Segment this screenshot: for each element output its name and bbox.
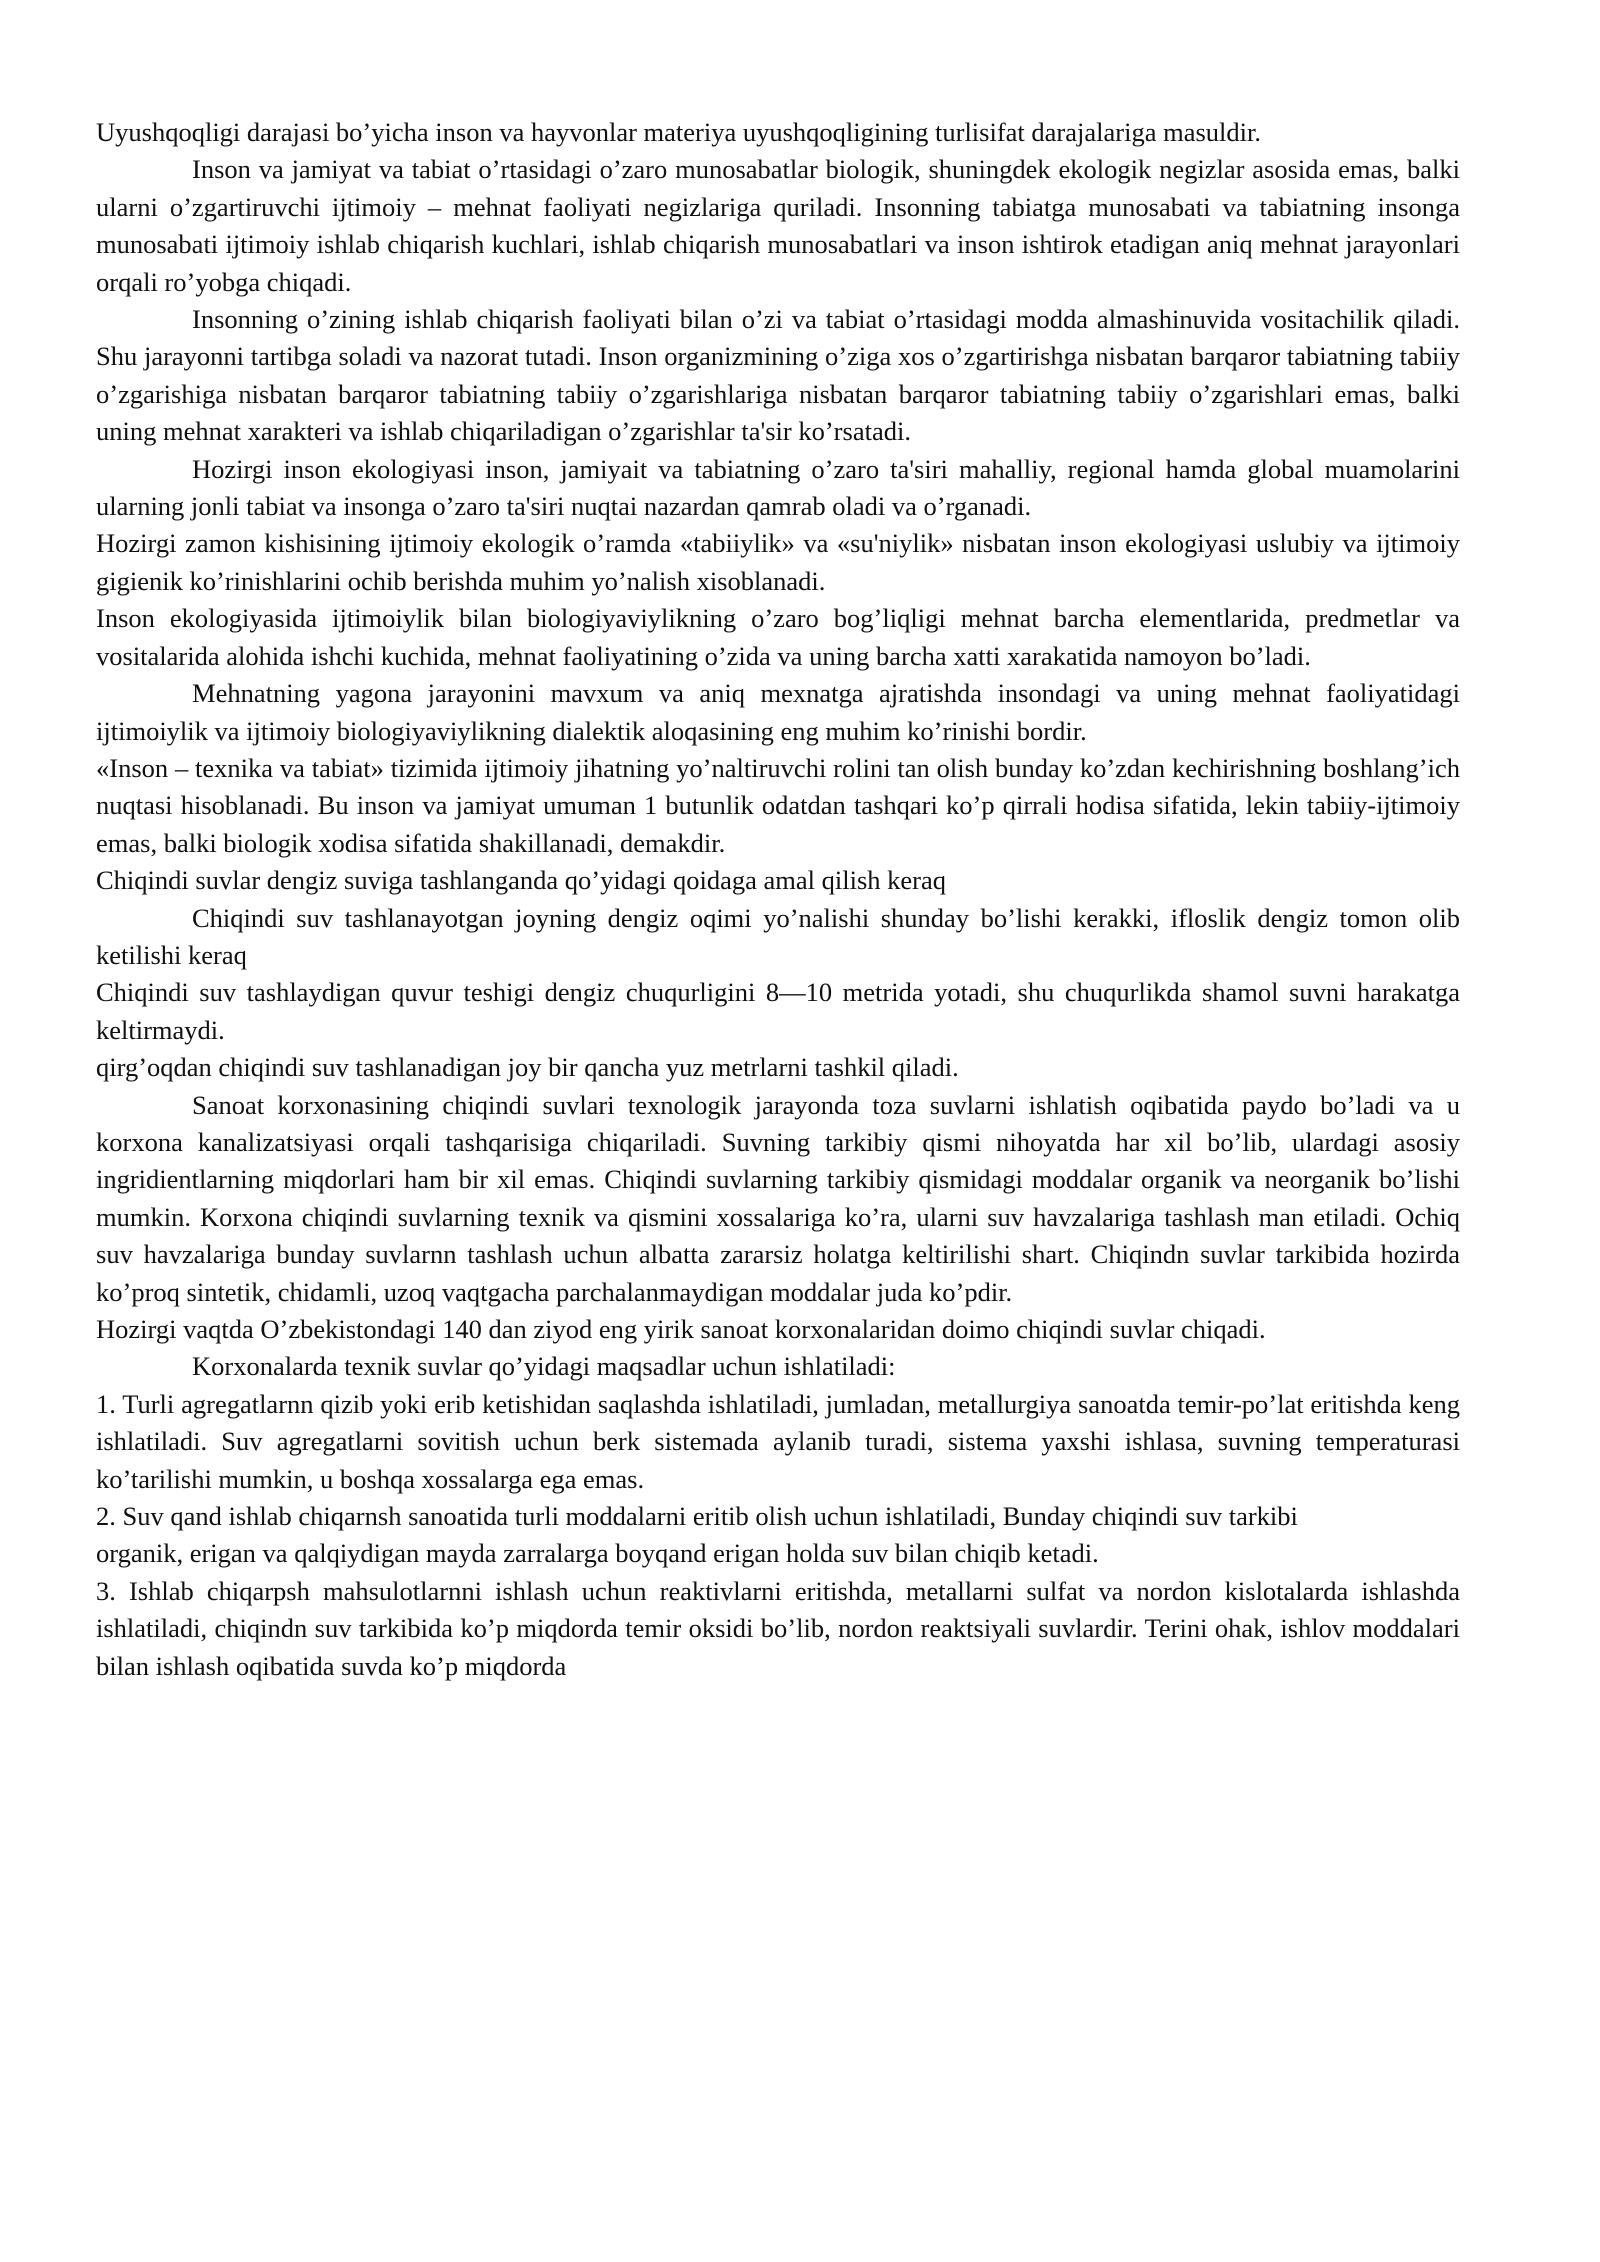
paragraph: Hozirgi zamon kishisining ijtimoiy ekologik o’ramda «tabiiylik» va «su'niylik» nisbatan inson ekologiyasi uslubiy va ijtimoiy gigienik ko’rinishlarini ochib berishda muhim yo’nalish xisoblanadi.: [96, 528, 1460, 596]
paragraph: Hozirgi vaqtda O’zbekistondagi 140 dan ziyod eng yirik sanoat korxonalaridan doimo chiqindi suvlar chiqadi.: [96, 1314, 1266, 1344]
paragraph: Insonning o’zining ishlab chiqarish faoliyati bilan o’zi va tabiat o’rtasidagi modda almashinuvida vositachilik qiladi. Shu jarayonni tartibga soladi va nazorat tutadi. Inson organizmining o’ziga xos o’zgartirishga nisbatan barqaror tabiatning tabiiy o’zgarishiga nisbatan barqaror tabiatning tabiiy o’zgarishlariga nisbatan barqaror tabiatning tabiiy o’zgarishlari emas, balki uning mehnat xarakteri va ishlab chiqariladigan o’zgarishlar ta'sir ko’rsatadi.: [96, 304, 1460, 447]
list-item-2: 2. Suv qand ishlab chiqarnsh sanoatida turli moddalarni eritib olish uchun ishlatiladi, Bunday chiqindi suv tarkibi: [96, 1501, 1298, 1532]
paragraph: Chiqindi suv tashlaydigan quvur teshigi dengiz chuqurligini 8—10 metrida yotadi, shu chuqurlikda shamol suvni harakatga keltirmaydi.: [96, 977, 1460, 1045]
paragraph: «Inson – texnika va tabiat» tizimida ijtimoiy jihatning yo’naltiruvchi rolini tan olish bunday ko’zdan kechirishning boshlang’ich nuqtasi hisoblanadi. Bu inson va jamiyat umuman 1 butunlik odatdan tashqari ko’p qirrali hodisa sifatida, lekin tabiiy-ijtimoiy emas, balki biologik xodisa sifatida shakillanadi, demakdir.: [96, 752, 1460, 858]
paragraph: Inson va jamiyat va tabiat o’rtasidagi o’zaro munosabatlar biologik, shuningdek ekologik negizlar asosida emas, balki ularni o’zgartiruvchi ijtimoiy – mehnat faoliyati negizlariga quriladi. Insonning tabiatga munosabati va tabiatning insonga munosabati ijtimoiy ishlab chiqarish kuchlari, ishlab chiqarish munosabatlari va inson ishtirok etadigan aniq mehnat jarayonlari orqali ro’yobga chiqadi.: [96, 154, 1460, 297]
list-item-2-continued: organik, erigan va qalqiydigan mayda zarralarga boyqand erigan holda suv bilan chiqib ketadi.: [96, 1538, 1099, 1569]
paragraph: Mehnatning yagona jarayonini mavxum va aniq mexnatga ajratishda insondagi va uning mehnat faoliyatidagi ijtimoiylik va ijtimoiy biologiyaviylikning dialektik aloqasining eng muhim ko’rinishi bordir.: [96, 678, 1460, 746]
paragraph: Korxonalarda texnik suvlar qo’yidagi maqsadlar uchun ishlatiladi:: [192, 1351, 896, 1382]
paragraph: Chiqindi suv tashlanayotgan joyning dengiz oqimi yo’nalishi shunday bo’lishi kerakki, ifloslik dengiz tomon olib ketilishi keraq: [96, 902, 1460, 970]
paragraph: Uyushqoqligi darajasi bo’yicha inson va hayvonlar materiya uyushqoqligining turlisifat darajalariga masuldir.: [96, 117, 1261, 147]
paragraph: Hozirgi inson ekologiyasi inson, jamiyait va tabiatning o’zaro ta'siri mahalliy, regional hamda global muamolarini ularning jonli tabiat va insonga o’zaro ta'siri nuqtai nazardan qamrab oladi va o’rganadi.: [96, 453, 1460, 522]
paragraph: Sanoat korxonasining chiqindi suvlari texnologik jarayonda toza suvlarni ishlatish oqibatida paydo bo’ladi va u korxona kanalizatsiyasi orqali tashqarisiga chiqariladi. Suvning tarkibiy qismi nihoyatda har xil bo’lib, ulardagi asosiy ingridientlarning miqdorlari ham bir xil emas. Chiqindi suvlarning tarkibiy qismidagi moddalar organik va neorganik bo’lishi mumkin. Korxona chiqindi suvlarning texnik va qismini xossalariga ko’ra, ularni suv havzalariga tashlash man etiladi. Ochiq suv havzalariga bunday suvlarnn tashlash uchun albatta zararsiz holatga keltirilishi shart. Chiqindn suvlar tarkibida hozirda ko’proq sintetik, chidamli, uzoq vaqtgacha parchalanmaydigan moddalar juda ko’pdir.: [96, 1089, 1460, 1307]
paragraph: Chiqindi suvlar dengiz suviga tashlanganda qo’yidagi qoidaga amal qilish keraq: [96, 865, 947, 896]
paragraph: Inson ekologiyasida ijtimoiylik bilan biologiyaviylikning o’zaro bog’liqligi mehnat barcha elementlarida, predmetlar va vositalarida alohida ishchi kuchida, mehnat faoliyatining o’zida va uning barcha xatti xarakatida namoyon bo’ladi.: [96, 603, 1460, 671]
list-item-3: 3. Ishlab chiqarpsh mahsulotlarnni ishlash uchun reaktivlarni eritishda, metallarni sulfat va nordon kislotalarda ishlashda ishlatiladi, chiqindn suv tarkibida ko’p miqdorda temir oksidi bo’lib, nordon reaktsiyali suvlardir. Terini ohak, ishlov moddalari bilan ishlash oqibatida suvda ko’p miqdorda: [96, 1575, 1460, 1681]
paragraph: qirg’oqdan chiqindi suv tashlanadigan joy bir qancha yuz metrlarni tashkil qiladi.: [96, 1052, 959, 1083]
document-body: [96, 114, 1460, 1685]
list-item-1: 1. Turli agregatlarnn qizib yoki erib ketishidan saqlashda ishlatiladi, jumladan, metallurgiya sanoatda temir-po’lat eritishda keng ishlatiladi. Suv agregatlarni sovitish uchun berk sistemada aylanib turadi, sistema yaxshi ishlasa, suvning temperaturasi ko’tarilishi mumkin, u boshqa xossalarga ega emas.: [96, 1388, 1460, 1494]
